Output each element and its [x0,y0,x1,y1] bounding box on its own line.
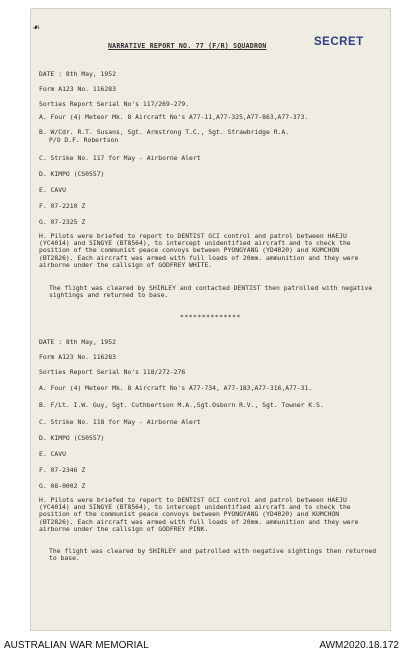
report1-item-g: G. 07-2325 Z [39,218,86,226]
report1-closing: The flight was cleared by SHIRLEY and contacted DENTIST then patrolled with negative sightings and returned to base. [49,284,373,300]
report2-item-b: B. F/Lt. I.W. Guy, Sgt. Cuthbertson M.A.,Sgt.Osborn R.V., Sgt. Towner K.S. [39,401,324,409]
report1-item-e: E. CAVU [39,186,66,194]
report2-item-c: C. Strike No. 118 for May - Airborne Alert [39,418,201,426]
report2-item-e: E. CAVU [39,450,66,458]
report1-item-f: F. 07-2210 Z [39,202,86,210]
report2-item-g: G. 08-0002 Z [39,482,86,490]
report-title: NARRATIVE REPORT NO. 77 (F/R) SQUADRON [108,42,267,50]
report1-item-c: C. Strike No. 117 for May - Airborne Alert [39,154,201,162]
report1-item-a: A. Four (4) Meteor Mk. 8 Aircraft No's A77-11,A77-325,A77-863,A77-373. [39,113,309,121]
report2-item-a: A. Four (4) Meteor Mk. 8 Aircraft No's A77-734, A77-183,A77-316,A77-31. [39,384,313,392]
section-divider: ************** [180,313,241,321]
report1-sorties: Sorties Report Serial No's 117/269-279. [39,100,190,108]
report1-date: DATE : 8th May, 1952 [39,70,116,78]
report1-item-b: B. W/Cdr. R.T. Susans, Sgt. Armstrong T.C., Sgt. Strawbridge R.A. [39,128,290,136]
report2-item-f: F. 07-2346 Z [39,466,86,474]
report2-item-h: H. Pilots were briefed to report to DENTIST GCI control and patrol between HAEJU (YC4014) and SINGYE (BT8564), to intercept unidentified aircraft and to check the position of the communist peace convoys between PYONGYANG (YD4020) and KUMCHON (BT2826). Each aircraft was armed with full loads of 20mm. ammunition and they were airborne under the callsign of GODFREY PINK. [39,496,359,533]
report2-sorties: Sorties Report Serial No's 118/272-276 [39,368,186,376]
report1-item-b-cont: P/O D.F. Robertson [49,136,119,144]
report1-form: Form A123 No. 116283 [39,85,116,93]
classification-stamp: SECRET [314,36,364,48]
paperclip-mark-icon: ☙ [33,21,40,34]
accession-number: AWM2020.18.172 [319,640,399,651]
report2-date: DATE : 8th May, 1952 [39,338,116,346]
report2-item-d: D. KIMPO (CS0557) [39,434,105,442]
report2-closing: The flight was cleared by SHIRLEY and patrolled with negative sightings then returned to base. [49,547,377,563]
report2-form: Form A123 No. 116283 [39,353,116,361]
report1-item-d: D. KIMPO (CS0557) [39,170,105,178]
footer-bar [0,636,403,653]
report1-item-h: H. Pilots were briefed to report to DENTIST GCI control and patrol between HAEJU (YC4014) and SINGYE (BT8564), to intercept unidentified aircraft and to check the position of the communist peace convoys between PYONGYANG (YD4020) and KUMCHON (BT2826). Each aircraft was armed with full loads of 20mm. ammunition and they were airborne under the callsign of GODFREY WHITE. [39,232,359,269]
institution-name: AUSTRALIAN WAR MEMORIAL [4,640,149,651]
